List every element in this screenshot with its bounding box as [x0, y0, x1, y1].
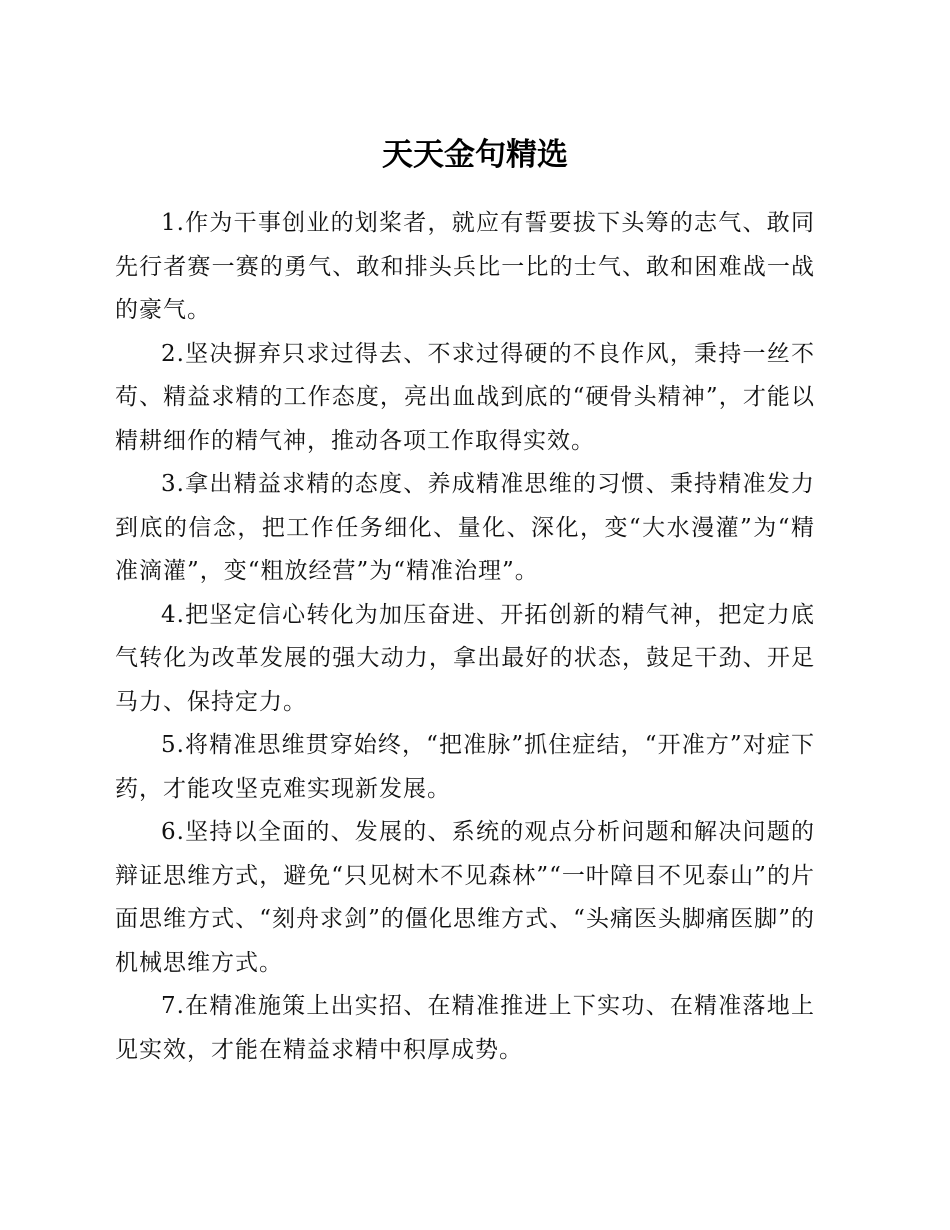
quote-paragraph-3: 3.拿出精益求精的态度、养成精准思维的习惯、秉持精准发力到底的信念，把工作任务细化、量化、深化，变“大水漫灌”为“精准滴灌”，变“粗放经营”为“精准治理”。 — [115, 471, 815, 584]
document-body — [115, 202, 815, 1072]
quote-paragraph-5: 5.将精准思维贯穿始终，“把准脉”抓住症结，“开准方”对症下药，才能攻坚克难实现新发展。 — [115, 732, 815, 802]
quote-paragraph-1: 1.作为干事创业的划桨者，就应有誓要拔下头筹的志气、敢同先行者赛一赛的勇气、敢和排头兵比一比的士气、敢和困难战一战的豪气。 — [115, 210, 815, 323]
document-title: 天天金句精选 — [382, 137, 568, 173]
quote-paragraph-7: 7.在精准施策上出实招、在精准推进上下实功、在精准落地上见实效，才能在精益求精中积厚成势。 — [115, 993, 815, 1063]
quote-paragraph-6: 6.坚持以全面的、发展的、系统的观点分析问题和解决问题的辩证思维方式，避免“只见树木不见森林”“一叶障目不见泰山”的片面思维方式、“刻舟求剑”的僵化思维方式、“头痛医头脚痛医脚”的机械思维方式。 — [115, 819, 815, 976]
quote-paragraph-2: 2.坚决摒弃只求过得去、不求过得硬的不良作风，秉持一丝不苟、精益求精的工作态度，亮出血战到底的“硬骨头精神”，才能以精耕细作的精气神，推动各项工作取得实效。 — [115, 340, 815, 454]
quote-paragraph-4: 4.把坚定信心转化为加压奋进、开拓创新的精气神，把定力底气转化为改革发展的强大动力，拿出最好的状态，鼓足干劲、开足马力、保持定力。 — [115, 601, 815, 715]
